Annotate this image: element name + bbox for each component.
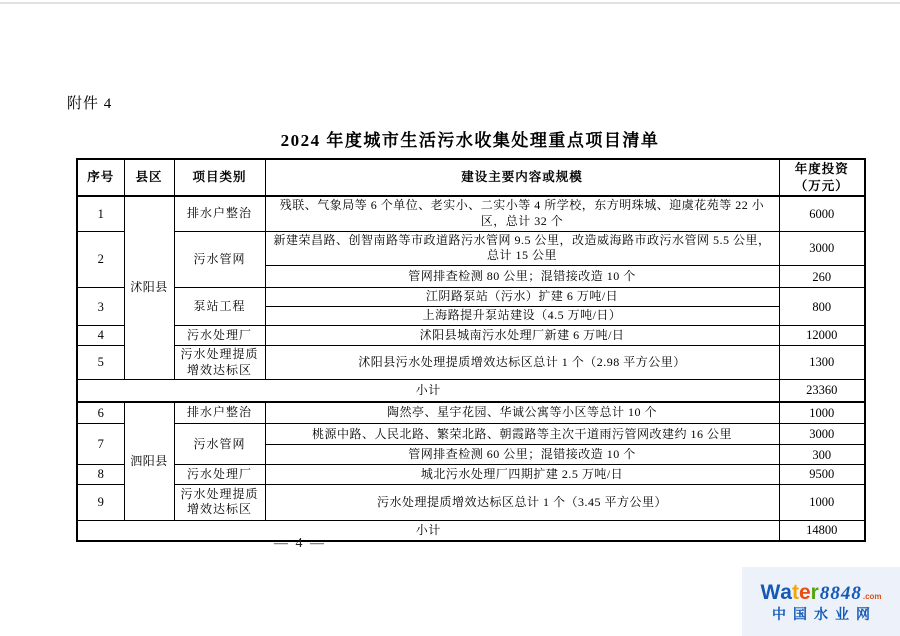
cell-index: 2: [77, 231, 124, 288]
logo-letter: e: [798, 581, 811, 604]
logo-number: 8848: [819, 583, 862, 604]
logo-letter: W: [760, 581, 781, 604]
cell-content: 上海路提升泵站建设（4.5 万吨/日）: [265, 307, 779, 326]
cell-investment: 3000: [779, 231, 865, 266]
cell-county: 沭阳县: [124, 196, 174, 380]
cell-index: 7: [77, 424, 124, 465]
column-header-investment-line2: （万元）: [794, 178, 849, 193]
cell-investment: 9500: [779, 465, 865, 485]
cell-content: 管网排查检测 80 公里；混错接改造 10 个: [265, 266, 779, 288]
column-header-investment: [779, 159, 865, 196]
cell-content: 桃源中路、人民北路、繁荣北路、朝霞路等主次干道雨污管网改建约 16 公里: [265, 424, 779, 445]
cell-category: 污水管网: [174, 231, 265, 288]
table-row: [77, 288, 865, 307]
cell-investment: 300: [779, 445, 865, 465]
cell-index: 9: [77, 484, 124, 520]
cell-category: 污水处理厂: [174, 465, 265, 485]
table-row: [77, 345, 865, 380]
cell-content: 沭阳县城南污水处理厂新建 6 万吨/日: [265, 326, 779, 346]
cell-category: 排水户整治: [174, 402, 265, 424]
page-top-divider: [0, 2, 900, 4]
column-header-category: 项目类别: [174, 159, 265, 196]
cell-index: 3: [77, 288, 124, 326]
cell-content: 污水处理提质增效达标区总计 1 个（3.45 平方公里）: [265, 484, 779, 520]
cell-investment: 1300: [779, 345, 865, 380]
cell-content: 残联、气象局等 6 个单位、老实小、二实小等 4 所学校，东方明珠城、迎虞花苑等 22 小区，总计 32 个: [265, 196, 779, 231]
cell-category: 泵站工程: [174, 288, 265, 326]
cell-category: 污水处理提质增效达标区: [174, 484, 265, 520]
cell-investment: 1000: [779, 402, 865, 424]
cell-index: 5: [77, 345, 124, 380]
column-header-index: 序号: [77, 159, 124, 196]
cell-content: 江阴路泵站（污水）扩建 6 万吨/日: [265, 288, 779, 307]
table-row: [77, 484, 865, 520]
cell-content: 新建荣昌路、创智南路等市政道路污水管网 9.5 公里，改造威海路市政污水管网 5.5 公里，总计 15 公里: [265, 231, 779, 266]
cell-category: 排水户整治: [174, 196, 265, 231]
subtotal-row: [77, 520, 865, 541]
cell-investment: 800: [779, 288, 865, 326]
logo-wordmark: [760, 582, 881, 603]
logo-tagline: 中国水业网: [772, 606, 877, 622]
logo-letter: r: [810, 581, 819, 604]
cell-content: 管网排查检测 60 公里；混错接改造 10 个: [265, 445, 779, 465]
projects-table: [76, 158, 866, 542]
subtotal-label: 小计: [77, 380, 779, 402]
cell-index: 8: [77, 465, 124, 485]
cell-index: 4: [77, 326, 124, 346]
subtotal-value: 14800: [779, 520, 865, 541]
table-row: [77, 196, 865, 231]
table-row: [77, 231, 865, 266]
page-number: — 4 —: [274, 536, 326, 551]
table-row: [77, 402, 865, 424]
cell-index: 1: [77, 196, 124, 231]
logo-letter: a: [780, 581, 792, 604]
cell-category: 污水处理厂: [174, 326, 265, 346]
table-row: [77, 465, 865, 485]
cell-investment: 12000: [779, 326, 865, 346]
cell-investment: 6000: [779, 196, 865, 231]
cell-investment: 260: [779, 266, 865, 288]
table-header-row: [77, 159, 865, 196]
water8848-logo: [742, 567, 900, 636]
column-header-content: 建设主要内容或规模: [265, 159, 779, 196]
logo-letter: t: [791, 581, 799, 604]
subtotal-row: [77, 380, 865, 402]
cell-content: 陶然亭、星宇花园、华诚公寓等小区等总计 10 个: [265, 402, 779, 424]
subtotal-label: 小计: [77, 520, 779, 541]
cell-investment: 1000: [779, 484, 865, 520]
table-row: [77, 424, 865, 445]
cell-county: 泗阳县: [124, 402, 174, 521]
page-title: 2024 年度城市生活污水收集处理重点项目清单: [280, 131, 660, 150]
cell-category: 污水管网: [174, 424, 265, 465]
attachment-label: 附件 4: [67, 96, 113, 112]
column-header-county: 县区: [124, 159, 174, 196]
subtotal-value: 23360: [779, 380, 865, 402]
column-header-investment-line1: 年度投资: [794, 162, 849, 176]
cell-category: 污水处理提质增效达标区: [174, 345, 265, 380]
cell-investment: 3000: [779, 424, 865, 445]
cell-content: 沭阳县污水处理提质增效达标区总计 1 个（2.98 平方公里）: [265, 345, 779, 380]
logo-tld: .com: [862, 592, 882, 601]
cell-index: 6: [77, 402, 124, 424]
cell-content: 城北污水处理厂四期扩建 2.5 万吨/日: [265, 465, 779, 485]
table-row: [77, 326, 865, 346]
